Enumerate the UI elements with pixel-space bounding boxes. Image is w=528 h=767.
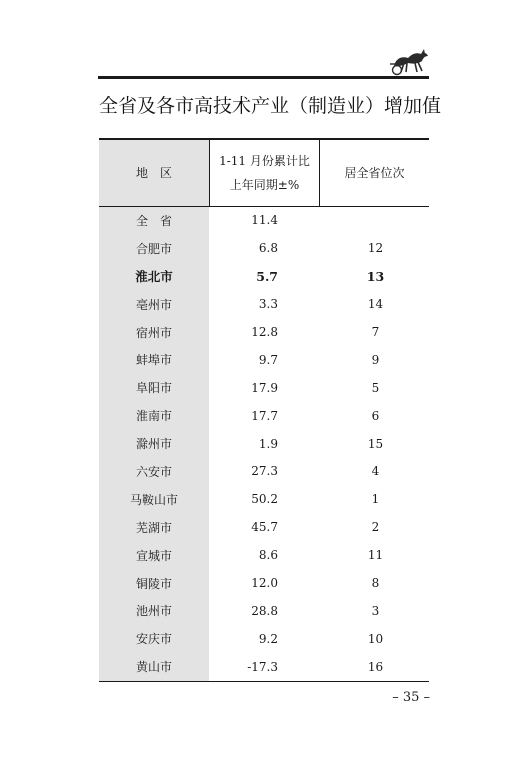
row-rank: 15 — [367, 436, 384, 451]
row-region: 池州市 — [135, 604, 172, 619]
header-growth-line2: 上年同期±% — [229, 177, 300, 192]
row-rank: 10 — [367, 631, 384, 646]
header-rank-cell — [320, 140, 429, 206]
table-bottom-rule — [99, 681, 429, 683]
row-region: 六安市 — [135, 464, 172, 479]
data-table — [99, 138, 429, 682]
row-region: 合肥市 — [135, 241, 172, 256]
row-growth: 50.2 — [251, 492, 278, 507]
row-region: 马鞍山市 — [129, 492, 178, 507]
table-row — [209, 402, 429, 430]
row-rank: 5 — [371, 380, 380, 395]
row-region: 安庆市 — [135, 632, 172, 647]
table-title: 全省及各市高技术产业（制造业）增加值 — [99, 95, 442, 117]
region-column — [99, 207, 209, 681]
values-column — [209, 207, 429, 681]
row-growth: -17.3 — [247, 659, 278, 674]
row-growth: 17.9 — [251, 380, 278, 395]
row-rank: 1 — [371, 492, 380, 507]
row-region: 全 省 — [135, 213, 172, 228]
table-body — [99, 207, 429, 681]
table-row — [209, 569, 429, 597]
row-growth: 9.2 — [258, 631, 278, 646]
row-growth: 12.0 — [251, 576, 278, 591]
horse-carriage-logo-icon — [388, 46, 432, 76]
table-row — [209, 458, 429, 486]
table-row — [209, 597, 429, 625]
row-rank: 8 — [371, 576, 380, 591]
header-growth-cell — [210, 140, 320, 206]
row-growth: 27.3 — [251, 464, 278, 479]
row-rank: 2 — [371, 520, 380, 535]
header-growth-line1: 1-11 月份累计比 — [219, 153, 310, 168]
row-region: 铜陵市 — [135, 576, 172, 591]
row-rank: 6 — [371, 408, 380, 423]
table-row — [209, 234, 429, 262]
table-row — [209, 262, 429, 290]
row-growth: 28.8 — [251, 603, 278, 618]
row-growth: 6.8 — [258, 241, 278, 256]
row-rank: 16 — [367, 659, 384, 674]
row-growth: 11.4 — [251, 213, 278, 228]
row-rank: 12 — [367, 241, 384, 256]
row-region: 淮北市 — [135, 269, 173, 285]
row-region: 滁州市 — [135, 437, 172, 452]
table-row — [209, 318, 429, 346]
table-row — [209, 541, 429, 569]
header-rule — [98, 76, 429, 79]
row-region: 亳州市 — [135, 297, 172, 312]
row-growth: 1.9 — [258, 436, 278, 451]
row-rank: 3 — [371, 603, 380, 618]
row-rank: 4 — [371, 464, 380, 479]
row-growth: 3.3 — [258, 297, 278, 312]
row-growth: 12.8 — [251, 325, 278, 339]
row-region: 淮南市 — [135, 409, 172, 424]
table-row — [209, 207, 429, 235]
table-row — [209, 346, 429, 374]
row-region: 蚌埠市 — [135, 353, 172, 368]
header-rank: 居全省位次 — [344, 166, 405, 180]
row-rank: 14 — [367, 297, 384, 312]
row-region: 黄山市 — [135, 660, 172, 675]
table-row — [209, 625, 429, 653]
row-rank: 11 — [367, 548, 384, 563]
row-rank: 9 — [371, 352, 380, 367]
row-growth: 5.7 — [256, 268, 278, 284]
row-growth: 9.7 — [258, 352, 278, 367]
row-growth: 8.6 — [258, 548, 278, 563]
row-growth: 45.7 — [251, 520, 278, 535]
table-row — [209, 485, 429, 513]
table-row — [209, 374, 429, 402]
row-region: 宣城市 — [135, 548, 172, 563]
table-row — [209, 290, 429, 318]
row-region: 芜湖市 — [135, 520, 172, 535]
header-region: 地 区 — [135, 166, 172, 180]
table-row — [209, 513, 429, 541]
page-number: – 35 – — [392, 690, 430, 705]
table-row — [209, 430, 429, 458]
row-rank: 13 — [366, 268, 385, 284]
row-region: 宿州市 — [135, 325, 172, 340]
row-region: 阜阳市 — [135, 381, 172, 396]
row-growth: 17.7 — [251, 408, 278, 423]
table-row — [209, 653, 429, 681]
table-header — [99, 140, 429, 206]
header-region-cell — [99, 140, 210, 206]
row-rank: 7 — [371, 325, 380, 339]
